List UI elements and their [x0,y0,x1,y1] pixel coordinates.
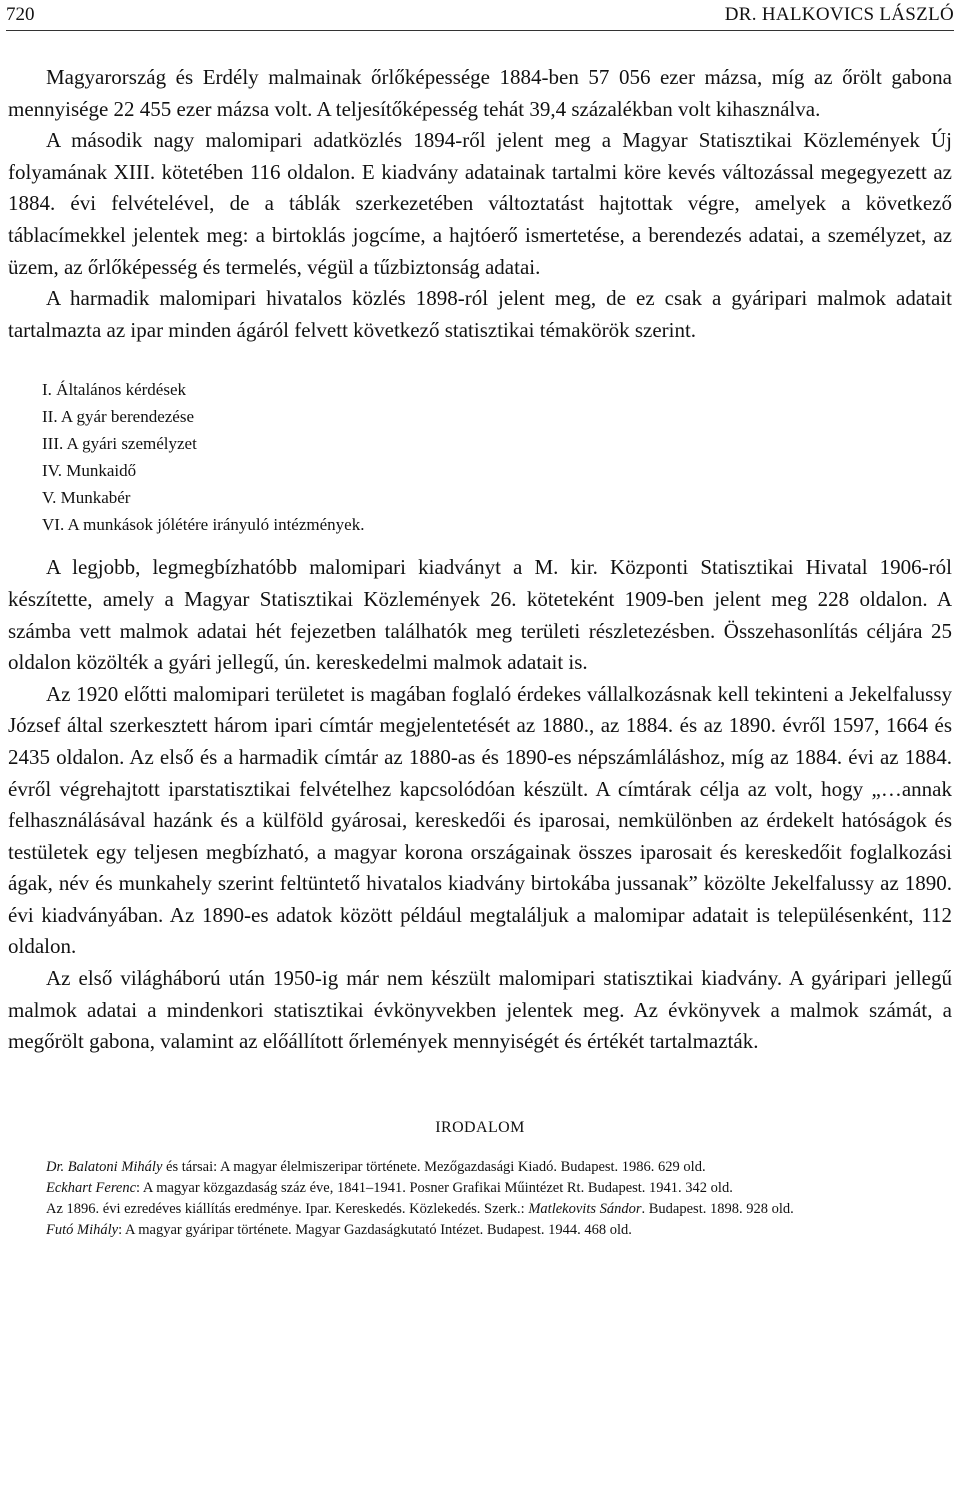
list-item: VI. A munkások jólétére irányuló intézmények. [42,515,365,535]
reference-item: Dr. Balatoni Mihály és társai: A magyar élelmiszeripar története. Mezőgazdasági Kiadó. Budapest. 1986. 629 old. [46,1159,706,1176]
body-text [8,62,952,1241]
reference-item: Futó Mihály: A magyar gyáripar története. Magyar Gazdaságkutató Intézet. Budapest. 1944. 468 old. [46,1222,632,1239]
paragraph: Az 1920 előtti malomipari területet is magában foglaló érdekes vállalkozásnak kell tekinteni a Jekelfalussy József által szerkesztett három ipari címtár megjelentetését az 1880., az 1884. és az 1890. évről 1597, 1664 és 2435 oldalon. Az első és a harmadik címtár az 1880-as és 1890-es népszámláláshoz, míg az 1884. évi az 1884. évről végrehajtott iparstatisztikai felvételhez kapcsolódóan készült. A címtárak célja az volt, hogy „…annak felhasználásával hazánk és a külföld gyárosai, kereskedői és iparosai, nemkülönben az érdekelt hatóságok és testületek egy teljesen megbízható, a magyar korona országainak összes iparosait és kereskedőit foglalkozási ágak, név és munkahely szerint feltüntető hivatalos kiadvány birtokába jussanak” közölte Jekelfalussy az 1890. évi kiadványában. Az 1890-es adatok között például megtaláljuk a malomipar adatait is településenként, 112 oldalon. [8,681,952,959]
list-item: IV. Munkaidő [42,461,137,481]
paragraph: Magyarország és Erdély malmainak őrlőképessége 1884-ben 57 056 ezer mázsa, míg az őrölt gabona mennyisége 22 455 ezer mázsa volt. A teljesítőképesség tehát 39,4 százalékban volt kihasználva. [8,65,952,121]
reference-author: Futó Mihály [46,1222,119,1239]
reference-editor: Matlekovits Sándor [528,1201,642,1218]
references-heading: IRODALOM [435,1118,525,1136]
page-number: 720 [6,4,35,25]
reference-item: Az 1896. évi ezredéves kiállítás eredménye. Ipar. Kereskedés. Közlekedés. Szerk.: Matlekovits Sándor. Budapest. 1898. 928 old. [46,1201,794,1218]
list-item: III. A gyári személyzet [42,434,197,454]
running-header [6,4,954,28]
paragraph: Az első világháború után 1950-ig már nem készült malomipari statisztikai kiadvány. A gyáripari jellegű malmok adatai a mindenkori statisztikai évkönyvekben jelentek meg. Az évkönyvek a malmok számát, a megőrölt gabona, valamint az előállított őrlemények mennyiségét és értékét tartalmazták. [8,966,952,1054]
list-item: II. A gyár berendezése [42,407,194,427]
list-item: I. Általános kérdések [42,380,186,400]
reference-author: Dr. Balatoni Mihály [46,1159,163,1176]
reference-item: Eckhart Ferenc: A magyar közgazdaság száz éve, 1841–1941. Posner Grafikai Műintézet Rt. Budapest. 1941. 342 old. [46,1180,733,1197]
running-author: DR. HALKOVICS LÁSZLÓ [724,4,954,25]
references-list [8,1157,952,1241]
list-item: V. Munkabér [42,488,131,508]
paragraph: A második nagy malomipari adatközlés 1894-ről jelent meg a Magyar Statisztikai Közlemények Új folyamának XIII. kötetében 116 oldalon. E kiadvány adatainak tartalmi köre kevés változással megegyezett az 1884. évi felvételével, de a táblák szerkezetében változtatást hajtottak végre, amelyek a következő táblacímekkel jelentek meg: a birtoklás jogcíme, a hajtóerő ismertetése, a berendezés adatai, a személyzet, az üzem, az őrlőképesség és termelés, végül a tűzbiztonság adatai. [8,128,952,279]
paragraph: A harmadik malomipari hivatalos közlés 1898-ról jelent meg, de ez csak a gyáripari malmok adatait tartalmazta az ipar minden ágáról felvett következő statisztikai témakörök szerint. [8,286,952,342]
paragraph: A legjobb, legmegbízhatóbb malomipari kiadványt a M. kir. Központi Statisztikai Hivatal 1906-ról készítette, amely a Magyar Statisztikai Közlemények 26. köteteként 1909-ben jelent meg 228 oldalon. A számba vett malmok adatai hét fejezetben találhatók meg területi részletezésben. Összehasonlítás céljára 25 oldalon közölték a gyári jellegű, ún. kereskedelmi malmok adatait is. [8,555,952,675]
topic-list [42,376,952,538]
header-rule [6,30,954,31]
reference-author: Eckhart Ferenc [46,1180,137,1197]
